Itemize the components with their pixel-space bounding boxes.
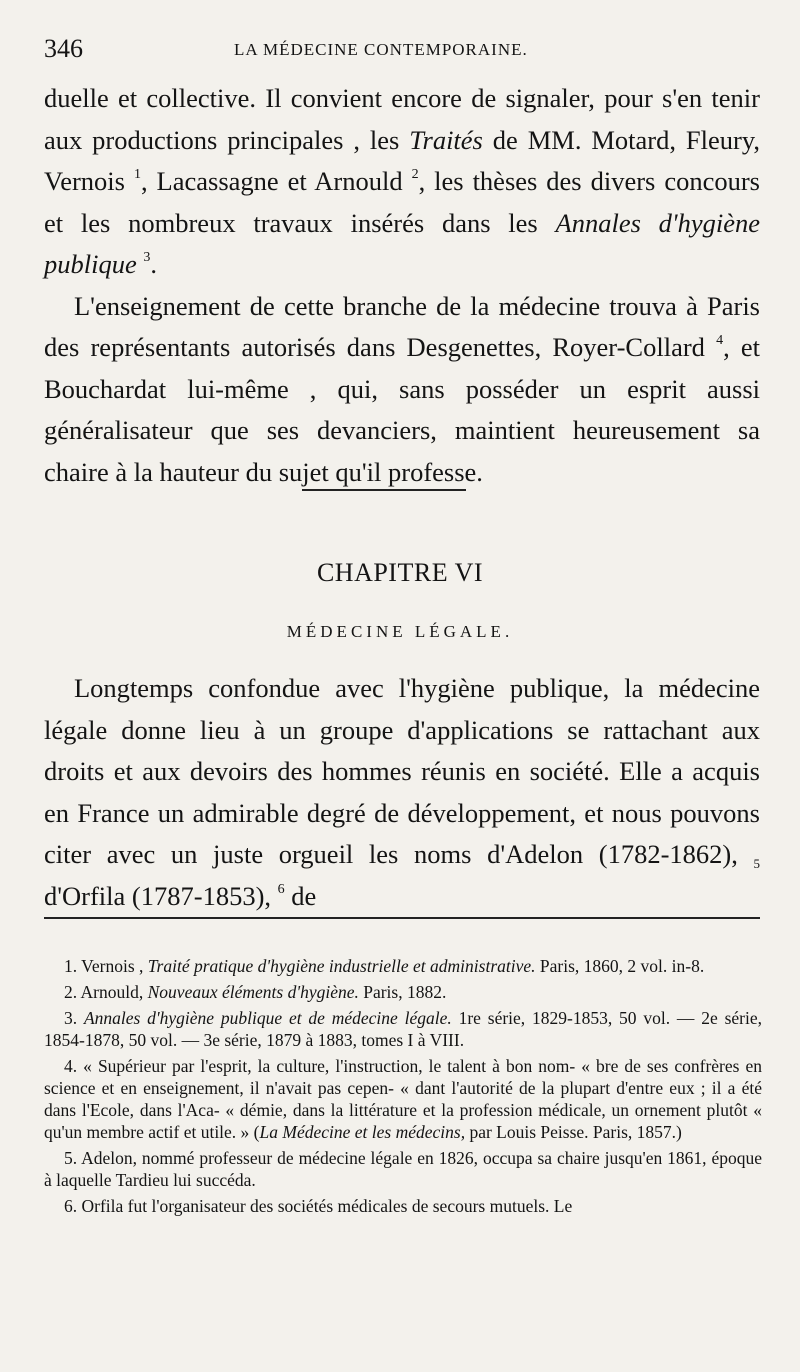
footnote-1 bbox=[44, 955, 762, 977]
page-header bbox=[44, 34, 760, 70]
text-run: par Louis Peisse. Paris, 1857.) bbox=[465, 1122, 682, 1142]
text-run: duelle et collective. Il convient encore de signaler, pour s'en tenir aux productions principales , les bbox=[44, 83, 760, 155]
chapter-text bbox=[44, 668, 760, 917]
text-run: 3. bbox=[64, 1008, 84, 1028]
chapter-title: CHAPITRE VI bbox=[316, 558, 484, 587]
section-divider bbox=[302, 489, 466, 491]
footnote-2 bbox=[44, 981, 762, 1003]
footnote-ref: 6 bbox=[277, 881, 285, 897]
italic-title: Traités bbox=[409, 124, 483, 155]
page-number: 346 bbox=[44, 34, 83, 63]
footnote-ref: 2 bbox=[411, 167, 419, 182]
text-run: 5. Adelon, nommé professeur de médecine légale en 1826, occupa sa chaire jusqu'en 1861, époque à laquelle Tardieu lui succéda. bbox=[44, 1148, 762, 1190]
text-run: , et Bouchardat lui-même , qui, sans posséder un esprit aussi généralisateur que ses devanciers, maintient heureusement sa chaire à la hauteur du sujet qu'il professe. bbox=[44, 332, 761, 487]
text-run: de MM. Motard, Fleury, Vernois bbox=[44, 124, 760, 196]
text-run: 2. Arnould, bbox=[64, 982, 148, 1002]
chapter-paragraph-1 bbox=[44, 668, 760, 917]
text-run: 1re série, 1829-1853, 50 vol. — 2e série, 1854-1878, 50 vol. — 3e série, 1879 à 1883, tomes I à VIII. bbox=[44, 1008, 762, 1050]
text-run: L'enseignement de cette branche de la médecine trouva à Paris des représentants autorisés dans Desgenettes, Royer-Collard bbox=[44, 290, 760, 362]
italic-title: La Médecine et les médecins, bbox=[259, 1122, 466, 1142]
text-run: Longtemps confondue avec l'hygiène publique, la médecine légale donne lieu à un groupe d'applications se rattachant aux droits et aux devoirs des hommes réunis en société. Elle a acquis en France un admirable degré de développement, et nous pouvons citer avec un juste orgueil les noms d'Adelon (1782-1862), bbox=[44, 673, 760, 869]
footnote-6 bbox=[44, 1195, 762, 1217]
text-run: de bbox=[284, 880, 317, 911]
text-run: Paris, 1860, 2 vol. in-8. bbox=[535, 956, 705, 976]
footnotes bbox=[44, 955, 762, 1221]
footnote-ref: 3 bbox=[143, 250, 151, 265]
footnote-3 bbox=[44, 1007, 762, 1051]
running-title: LA MÉDECINE CONTEMPORAINE. bbox=[234, 40, 528, 59]
text-run: d'Orfila (1787-1853), bbox=[44, 880, 278, 911]
footnote-ref: 5 bbox=[753, 856, 760, 871]
chapter-subtitle: MÉDECINE LÉGALE. bbox=[286, 622, 514, 641]
text-run: , les thèses des divers concours et les nombreux travaux insérés dans les bbox=[44, 166, 760, 238]
italic-title: Traité pratique d'hygiène industrielle et administrative. bbox=[147, 956, 536, 976]
footnote-4 bbox=[44, 1055, 762, 1143]
text-run: 6. Orfila fut l'organisateur des sociétés médicales de secours mutuels. Le bbox=[64, 1196, 573, 1216]
intro-paragraph-1 bbox=[44, 78, 760, 286]
text-run: Paris, 1882. bbox=[358, 982, 447, 1002]
italic-title: Nouveaux éléments d'hygiène. bbox=[147, 982, 359, 1002]
text-run: , Lacassagne et Arnould bbox=[140, 166, 412, 196]
intro-text bbox=[44, 78, 760, 493]
italic-title: Annales d'hygiène publique et de médecine légale. bbox=[83, 1008, 452, 1028]
text-run: . bbox=[150, 249, 157, 279]
italic-title: Annales d'hygiène publique bbox=[44, 207, 760, 279]
text-run: 1. Vernois , bbox=[64, 956, 148, 976]
text-run: 4. « Supérieur par l'esprit, la culture, l'instruction, le talent à bon nom- « bre de ses confrères en science et en enseignement, il n'avait pas cepen- « dant l'autorité de la plupart d'entre eux ; il a été dans l'Ecole, dans l'Aca- « démie, dans la littérature et la profession médicale, un ornement plutôt « qu'un membre actif et utile. » ( bbox=[44, 1056, 762, 1142]
footnote-ref: 1 bbox=[133, 167, 141, 182]
footnote-5 bbox=[44, 1147, 762, 1191]
footnote-ref: 4 bbox=[716, 333, 724, 348]
intro-paragraph-2 bbox=[44, 286, 760, 494]
footnote-rule bbox=[44, 917, 760, 919]
